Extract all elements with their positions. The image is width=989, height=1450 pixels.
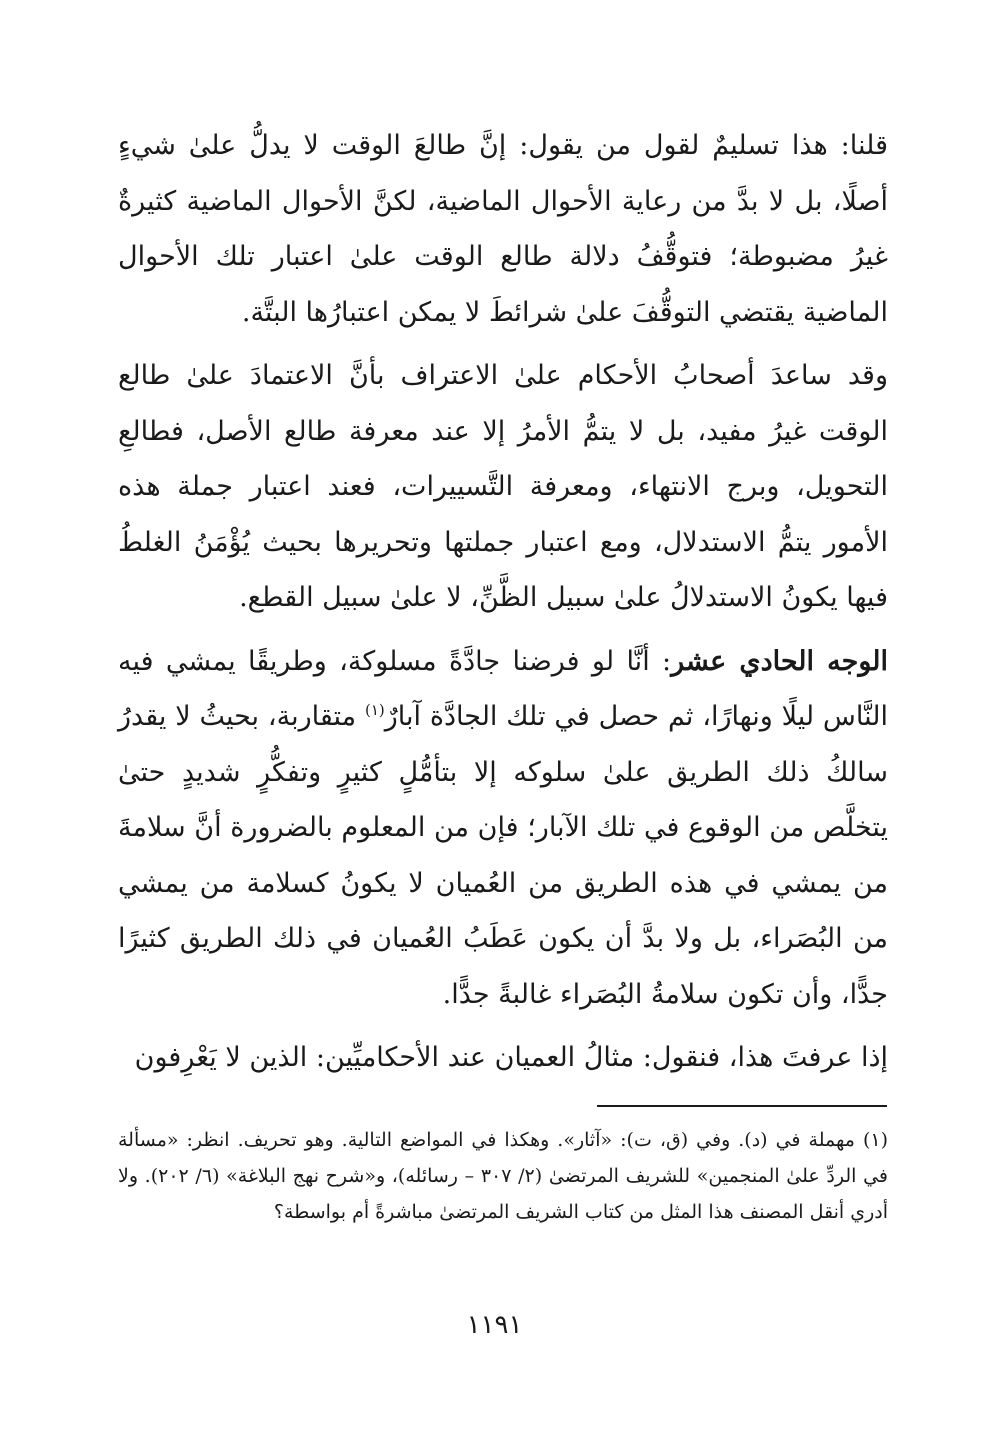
paragraph-4: إذا عرفتَ هذا، فنقول: مثالُ العميان عند الأحكاميِّين: الذين لا يَعْرِفون [134,1042,888,1073]
main-text [118,118,888,1094]
footnote-reference[interactable]: (١) [364,701,385,719]
section-heading: الوجه الحادي عشر [671,645,888,677]
footnote-1: (١) مهملة في (د). وفي (ق، ت): «آثار». وهكذا في المواضع التالية. وهو تحريف. انظر: «مسألة في الردِّ علىٰ المنجمين» للشريف المرتضىٰ (٢/ ٣٠٧ – رسائله)، و«شرح نهج البلاغة» (٦/ ٢٠٢). ولا أدري أنقل المصنف هذا المثل من كتاب الشريف المرتضىٰ مباشرةً أم بواسطة؟ [118,1129,888,1223]
page-number: ١١٩١ [466,1310,523,1340]
footnotes [118,1122,888,1230]
paragraph-2: وقد ساعدَ أصحابُ الأحكام علىٰ الاعتراف بأنَّ الاعتمادَ علىٰ طالع الوقت غيرُ مفيد، بل لا يتمُّ الأمرُ إلا عند معرفة طالع الأصل، فطالعِ التحويل، وبرج الانتهاء، ومعرفة التَّسييرات، فعند اعتبار جملة هذه الأمور يتمُّ الاستدلال، ومع اعتبار جملتها وتحريرها بحيث يُؤْمَنُ الغلطُ فيها يكونُ الاستدلالُ علىٰ سبيل الظَّنِّ، لا علىٰ سبيل القطع. [118,360,888,613]
footnote-divider [597,1105,887,1107]
paragraph-3-text-a: : أنَّا لو فرضنا جادَّةً مسلوكة، وطريقًا يمشي فيه النَّاس ليلًا ونهارًا، ثم حصل في تلك الجادَّة آبارٌ [118,645,888,732]
paragraph-1: قلنا: هذا تسليمٌ لقول من يقول: إنَّ طالعَ الوقت لا يدلُّ علىٰ شيءٍ أصلًا، بل لا بدَّ من رعاية الأحوال الماضية، لكنَّ الأحوال الماضية كثيرةٌ غيرُ مضبوطة؛ فتوقُّفُ دلالة طالع الوقت علىٰ اعتبار تلك الأحوال الماضية يقتضي التوقُّفَ علىٰ شرائطَ لا يمكن اعتبارُها البتَّة. [118,130,888,328]
paragraph-3 [118,634,888,1023]
paragraph-3-text-b: متقاربة، بحيثُ لا يقدرُ سالكُ ذلك الطريق علىٰ سلوكه إلا بتأمُّلٍ كثيرٍ وتفكُّرٍ شديدٍ حتىٰ يتخلَّص من الوقوع في تلك الآبار؛ فإن من المعلوم بالضرورة أنَّ سلامةَ من يمشي في هذه الطريق من العُميان لا يكونُ كسلامة من يمشي من البُصَراء، بل ولا بدَّ أن يكون عَطَبُ العُميان في ذلك الطريق كثيرًا جدًّا، وأن تكون سلامةُ البُصَراء غالبةً جدًّا. [118,701,888,1010]
